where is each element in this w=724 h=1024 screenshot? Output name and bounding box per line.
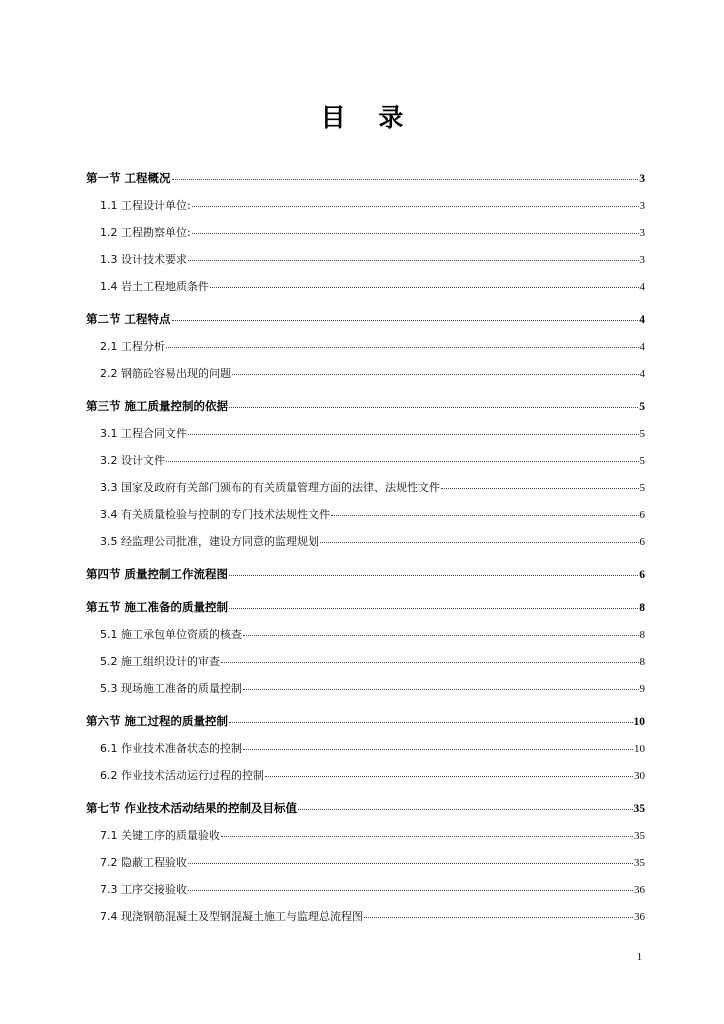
toc-entry-page: 4 — [639, 314, 645, 326]
toc-entry-page: 8 — [639, 629, 645, 641]
dot-leader — [364, 909, 633, 918]
dot-leader — [320, 534, 639, 543]
toc-entry-page: 3 — [639, 254, 645, 266]
toc-entry-page: 4 — [639, 368, 645, 380]
toc-subsection-entry[interactable] — [86, 479, 645, 506]
toc-subsection-entry[interactable] — [86, 224, 645, 251]
dot-leader — [229, 567, 638, 576]
dot-leader — [229, 600, 638, 609]
toc-subsection-entry[interactable] — [86, 197, 645, 224]
dot-leader — [166, 339, 639, 348]
toc-entry-label: 3.5 经监理公司批准，建设方同意的监理规划 — [100, 535, 319, 548]
toc-entry-page: 3 — [639, 173, 645, 185]
toc-entry-label: 1.4 岩土工程地质条件 — [100, 280, 209, 293]
toc-entry-page: 9 — [639, 683, 645, 695]
toc-entry-label: 第六节 施工过程的质量控制 — [86, 714, 229, 728]
toc-entry-label: 5.2 施工组织设计的审查 — [100, 655, 220, 668]
toc-subsection-entry[interactable] — [86, 533, 645, 560]
toc-entry-label: 第七节 作业技术活动结果的控制及目标值 — [86, 801, 298, 815]
dot-leader — [243, 741, 633, 750]
toc-entry-label: 第一节 工程概况 — [86, 171, 171, 185]
toc-subsection-entry[interactable] — [86, 827, 645, 854]
toc-subsection-entry[interactable] — [86, 680, 645, 707]
dot-leader — [188, 426, 639, 435]
toc-subsection-entry[interactable] — [86, 425, 645, 452]
toc-entry-page: 8 — [639, 656, 645, 668]
toc-subsection-entry[interactable] — [86, 740, 645, 767]
toc-subsection-entry[interactable] — [86, 365, 645, 392]
toc-entry-label: 7.4 现浇钢筋混凝土及型钢混凝土施工与监理总流程图 — [100, 910, 363, 923]
toc-section-entry[interactable] — [86, 800, 645, 827]
dot-leader — [172, 312, 639, 321]
toc-section-entry[interactable] — [86, 566, 645, 593]
table-of-contents — [86, 170, 645, 935]
dot-leader — [298, 801, 632, 810]
dot-leader — [192, 225, 639, 234]
toc-entry-page: 5 — [639, 428, 645, 440]
toc-entry-label: 3.1 工程合同文件 — [100, 427, 187, 440]
toc-entry-label: 5.1 施工承包单位资质的核查 — [100, 628, 242, 641]
toc-subsection-entry[interactable] — [86, 338, 645, 365]
dot-leader — [172, 171, 639, 180]
toc-entry-label: 第四节 质量控制工作流程图 — [86, 567, 229, 581]
toc-entry-page: 6 — [639, 536, 645, 548]
toc-entry-label: 7.2 隐蔽工程验收 — [100, 856, 187, 869]
toc-entry-page: 3 — [639, 227, 645, 239]
dot-leader — [192, 198, 639, 207]
toc-entry-label: 1.2 工程勘察单位: — [100, 226, 191, 239]
toc-entry-label: 6.2 作业技术活动运行过程的控制 — [100, 769, 264, 782]
toc-entry-page: 4 — [639, 281, 645, 293]
toc-subsection-entry[interactable] — [86, 278, 645, 305]
toc-entry-page: 3 — [639, 200, 645, 212]
toc-title: 目 录 — [320, 103, 416, 132]
toc-subsection-entry[interactable] — [86, 626, 645, 653]
toc-entry-page: 10 — [633, 716, 645, 728]
toc-entry-label: 5.3 现场施工准备的质量控制 — [100, 682, 242, 695]
toc-section-entry[interactable] — [86, 713, 645, 740]
toc-entry-label: 1.3 设计技术要求 — [100, 253, 187, 266]
toc-entry-page: 8 — [639, 602, 645, 614]
toc-entry-page: 35 — [634, 830, 645, 842]
toc-entry-page: 4 — [639, 341, 645, 353]
toc-entry-page: 6 — [639, 509, 645, 521]
dot-leader — [188, 882, 633, 891]
dot-leader — [188, 252, 639, 261]
toc-entry-page: 35 — [634, 857, 645, 869]
toc-subsection-entry[interactable] — [86, 767, 645, 794]
toc-entry-page: 5 — [639, 482, 645, 494]
dot-leader — [229, 714, 632, 723]
toc-entry-page: 6 — [639, 569, 645, 581]
dot-leader — [243, 681, 639, 690]
dot-leader — [166, 453, 639, 462]
dot-leader — [210, 279, 639, 288]
dot-leader — [243, 627, 639, 636]
toc-entry-label: 第三节 施工质量控制的依据 — [86, 399, 229, 413]
toc-entry-label: 第五节 施工准备的质量控制 — [86, 600, 229, 614]
dot-leader — [221, 654, 639, 663]
toc-entry-label: 3.2 设计文件 — [100, 454, 165, 467]
toc-entry-label: 1.1 工程设计单位: — [100, 199, 191, 212]
toc-section-entry[interactable] — [86, 398, 645, 425]
dot-leader — [229, 399, 638, 408]
toc-section-entry[interactable] — [86, 311, 645, 338]
toc-subsection-entry[interactable] — [86, 452, 645, 479]
toc-section-entry[interactable] — [86, 170, 645, 197]
toc-entry-label: 6.1 作业技术准备状态的控制 — [100, 742, 242, 755]
toc-entry-page: 5 — [639, 455, 645, 467]
dot-leader — [188, 855, 633, 864]
toc-subsection-entry[interactable] — [86, 506, 645, 533]
toc-entry-page: 36 — [634, 884, 645, 896]
dot-leader — [441, 480, 639, 489]
dot-leader — [221, 828, 633, 837]
toc-entry-page: 10 — [634, 743, 645, 755]
page-number: 1 — [637, 952, 642, 963]
toc-entry-page: 35 — [633, 803, 645, 815]
toc-entry-page: 30 — [634, 770, 645, 782]
toc-entry-label: 7.1 关键工序的质量验收 — [100, 829, 220, 842]
toc-entry-page: 36 — [634, 911, 645, 923]
toc-entry-label: 7.3 工序交接验收 — [100, 883, 187, 896]
toc-entry-label: 3.3 国家及政府有关部门颁布的有关质量管理方面的法律、法规性文件 — [100, 481, 440, 494]
toc-section-entry[interactable] — [86, 599, 645, 626]
toc-entry-label: 第二节 工程特点 — [86, 312, 171, 326]
toc-subsection-entry[interactable] — [86, 854, 645, 881]
toc-subsection-entry[interactable] — [86, 908, 645, 935]
toc-subsection-entry[interactable] — [86, 881, 645, 908]
toc-entry-label: 3.4 有关质量检验与控制的专门技术法规性文件 — [100, 508, 330, 521]
toc-subsection-entry[interactable] — [86, 251, 645, 278]
dot-leader — [232, 366, 639, 375]
toc-entry-label: 2.2 钢筋砼容易出现的问题 — [100, 367, 231, 380]
dot-leader — [265, 768, 633, 777]
toc-entry-page: 5 — [639, 401, 645, 413]
toc-entry-label: 2.1 工程分析 — [100, 340, 165, 353]
toc-subsection-entry[interactable] — [86, 653, 645, 680]
dot-leader — [331, 507, 639, 516]
